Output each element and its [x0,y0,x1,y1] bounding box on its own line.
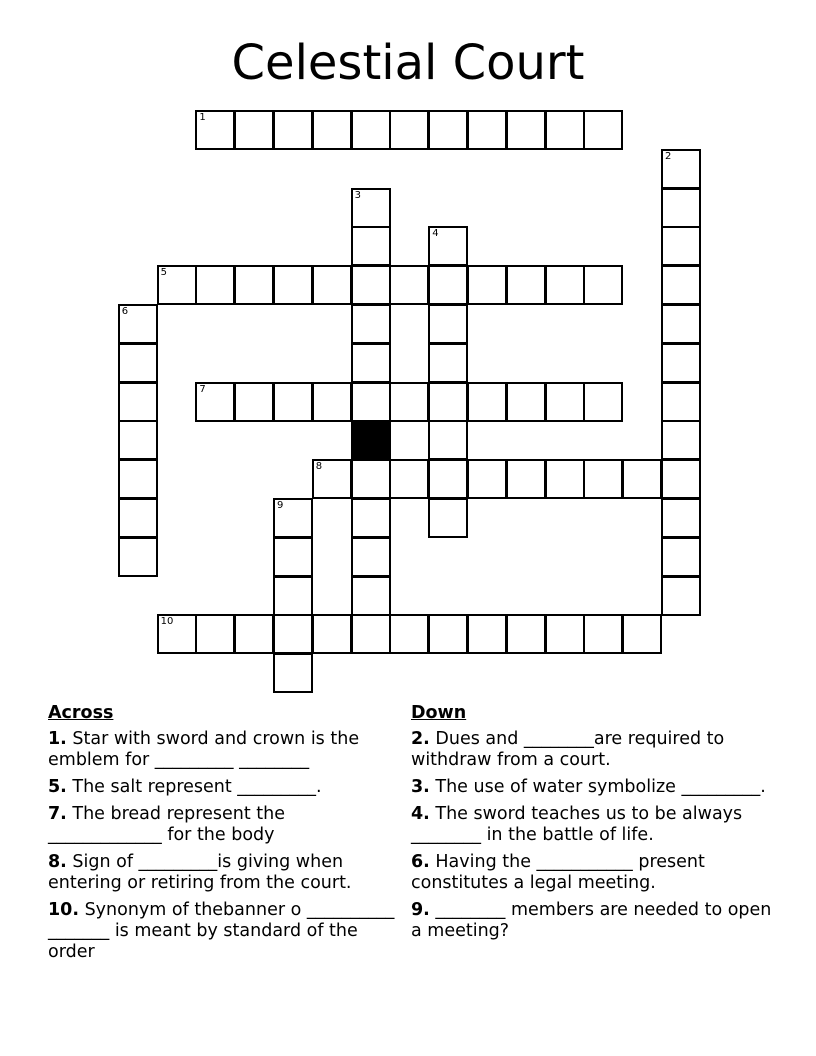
grid-cell[interactable] [351,265,391,305]
down-clue-list [411,729,781,942]
grid-cell[interactable] [234,614,274,654]
grid-cell[interactable] [545,614,585,654]
grid-cell[interactable] [661,149,701,189]
grid-cell[interactable] [428,343,468,383]
grid-cell[interactable] [273,110,313,150]
grid-cell[interactable] [428,459,468,499]
across-clues [48,703,398,969]
clue-number: 1 [199,112,206,123]
clue-number-label: 2. [411,729,430,749]
grid-cell[interactable] [118,459,158,499]
grid-cell[interactable] [661,226,701,266]
grid-cell[interactable] [661,304,701,344]
clue-text: The sword teaches us to be always ________ in the battle of life. [411,804,743,845]
grid-cell[interactable] [467,265,507,305]
clue-text: The salt represent _________. [66,777,322,797]
grid-cell[interactable] [428,265,468,305]
grid-cell[interactable] [312,459,352,499]
grid-cell[interactable] [428,304,468,344]
grid-cell[interactable] [273,382,313,422]
grid-cell[interactable] [273,576,313,616]
grid-cell[interactable] [506,614,546,654]
across-clue [48,804,398,846]
clue-number: 2 [665,150,672,162]
clue-number-label: 7. [48,804,67,824]
clue-number: 7 [199,383,206,395]
grid-cell[interactable] [389,459,429,499]
grid-cell[interactable] [234,382,274,422]
clue-number-label: 1. [48,729,67,749]
grid-cell[interactable] [351,226,391,266]
clue-number: 3 [354,189,361,201]
grid-cell[interactable] [118,420,158,460]
grid-cell[interactable] [389,110,429,150]
down-heading: Down [411,703,467,723]
puzzle-title: Celestial Court [231,35,585,91]
grid-cell[interactable] [273,614,313,654]
clue-text: The bread represent the _____________ for the body [48,804,285,845]
grid-cell[interactable] [506,459,546,499]
grid-cell[interactable] [661,537,701,577]
clue-number: 4 [432,228,439,240]
grid-cell[interactable] [661,420,701,460]
grid-cell[interactable] [351,110,391,150]
across-clue [48,900,398,963]
down-clue [411,777,781,798]
clue-number: 6 [121,306,129,317]
clue-number: 5 [160,267,167,279]
grid-cell[interactable] [389,614,429,654]
grid-cell[interactable] [351,304,391,344]
grid-cell[interactable] [583,110,623,150]
grid-cell[interactable] [118,304,158,344]
grid-cell[interactable] [351,343,391,383]
grid-cell[interactable] [351,537,391,577]
grid-cell[interactable] [661,459,701,499]
grid-cell[interactable] [118,382,158,422]
grid-cell[interactable] [273,265,313,305]
grid-cell[interactable] [506,382,546,422]
grid-cell[interactable] [545,110,585,150]
grid-cell[interactable] [351,188,391,228]
grid-cell[interactable] [661,576,701,616]
grid-cell[interactable] [622,614,662,654]
grid-cell[interactable] [583,614,623,654]
across-clue-list [48,729,398,963]
clue-number-label: 10. [48,900,80,920]
clue-number-label: 9. [411,900,430,920]
clue-text: Having the ___________ present constitutes a legal meeting. [411,852,705,893]
grid-cell[interactable] [428,226,468,266]
grid-cell[interactable] [118,343,158,383]
grid-cell[interactable] [506,110,546,150]
grid-cell[interactable] [622,459,662,499]
grid-cell[interactable] [351,498,391,538]
grid-cell[interactable] [312,265,352,305]
grid-cell[interactable] [195,265,235,305]
clue-number-label: 6. [411,852,430,872]
grid-cell[interactable] [234,110,274,150]
across-clue [48,777,398,798]
down-clue [411,900,781,942]
clue-text: ________ members are needed to open a meeting? [411,900,772,941]
grid-cell[interactable] [661,188,701,228]
grid-cell[interactable] [234,265,274,305]
across-heading: Across [48,703,114,723]
grid-cell[interactable] [157,265,197,305]
grid-cell[interactable] [157,614,197,654]
grid-cell[interactable] [506,265,546,305]
grid-cell[interactable] [273,498,313,538]
grid-cell[interactable] [312,382,352,422]
clue-number: 10 [160,616,174,628]
clue-number: 9 [277,500,284,511]
down-clue [411,804,781,846]
block-cell [351,420,391,460]
down-clue [411,729,781,771]
grid-cell[interactable] [195,382,235,422]
grid-cell[interactable] [467,614,507,654]
grid-cell[interactable] [428,382,468,422]
grid-cell[interactable] [428,110,468,150]
grid-cell[interactable] [195,110,235,150]
clue-number-label: 5. [48,777,67,797]
clue-number: 8 [315,461,323,473]
grid-cell[interactable] [312,614,352,654]
across-clue [48,852,398,894]
grid-cell[interactable] [351,576,391,616]
grid-cell[interactable] [545,382,585,422]
grid-cell[interactable] [351,382,391,422]
clue-number-label: 4. [411,804,430,824]
grid-cell[interactable] [467,459,507,499]
grid-cell[interactable] [583,382,623,422]
grid-cell[interactable] [389,382,429,422]
grid-cell[interactable] [661,382,701,422]
grid-cell[interactable] [583,265,623,305]
grid-cell[interactable] [661,498,701,538]
grid-cell[interactable] [351,614,391,654]
grid-cell[interactable] [428,420,468,460]
across-clue [48,729,398,771]
clue-text: Star with sword and crown is the emblem for _________ ________ [48,729,360,770]
clue-text: The use of water symbolize _________. [429,777,766,797]
grid-cell[interactable] [312,110,352,150]
grid-cell[interactable] [118,498,158,538]
grid-cell[interactable] [428,614,468,654]
clue-text: Dues and ________are required to withdraw from a court. [411,729,725,770]
clue-text: Sign of _________is giving when entering or retiring from the court. [48,852,352,893]
grid-cell[interactable] [545,459,585,499]
grid-cell[interactable] [545,265,585,305]
grid-cell[interactable] [118,537,158,577]
grid-cell[interactable] [467,382,507,422]
grid-cell[interactable] [467,110,507,150]
clue-number-label: 8. [48,852,67,872]
clue-number-label: 3. [411,777,430,797]
grid-cell[interactable] [661,343,701,383]
clue-text: Synonym of thebanner o __________ _______ is meant by standard of the order [48,900,395,962]
grid-cell[interactable] [273,537,313,577]
grid-cell[interactable] [583,459,623,499]
grid-cell[interactable] [661,265,701,305]
down-clues [411,703,781,948]
grid-cell[interactable] [428,498,468,538]
grid-cell[interactable] [351,459,391,499]
down-clue [411,852,781,894]
grid-cell[interactable] [195,614,235,654]
grid-cell[interactable] [273,653,313,693]
grid-cell[interactable] [389,265,429,305]
